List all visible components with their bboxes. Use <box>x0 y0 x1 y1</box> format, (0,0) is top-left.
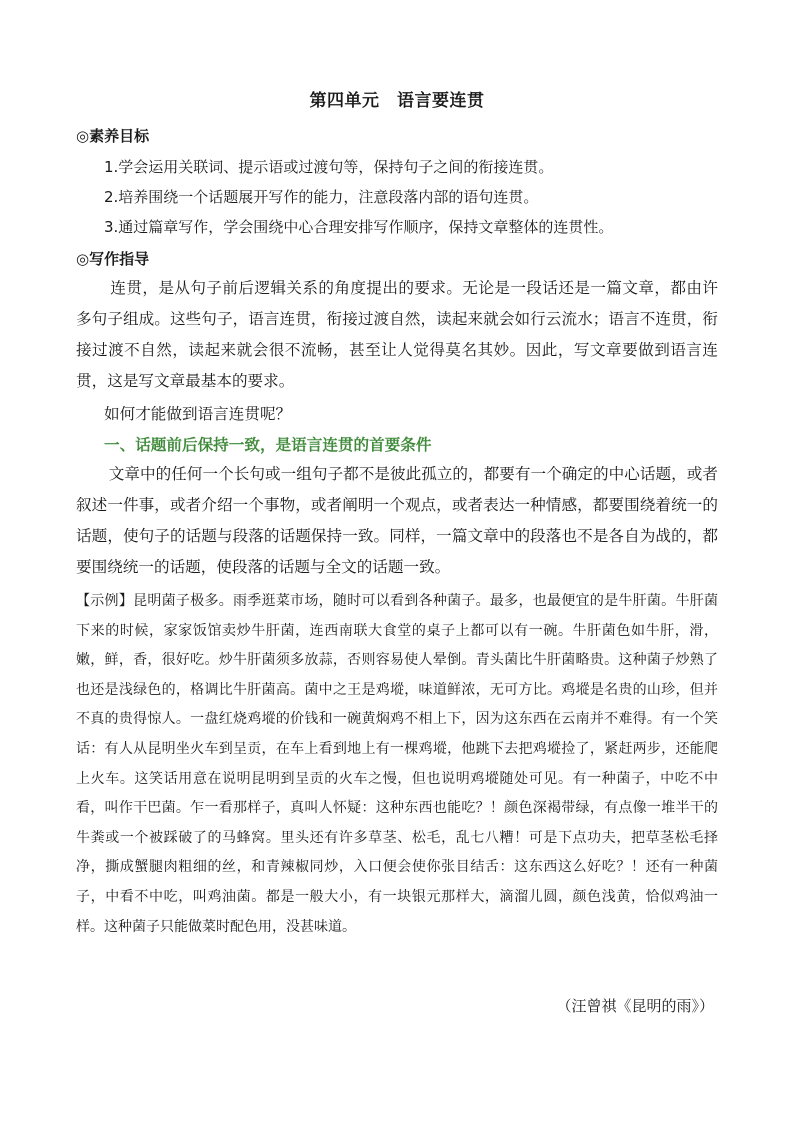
page-title: 第四单元 语言要连贯 <box>309 91 485 111</box>
goal-item-2: 2.培养围绕一个话题展开写作的能力，注意段落内部的语句连贯。 <box>104 188 539 206</box>
document-page <box>76 0 718 1123</box>
guide-heading: ◎写作指导 <box>76 250 150 268</box>
goals-heading: ◎素养目标 <box>76 127 150 145</box>
example-tag: 【示例】 <box>76 593 134 609</box>
source-citation: （汪曾祺《昆明的雨》） <box>556 997 714 1015</box>
topic-paragraph: 文章中的任何一个长句或一组句子都不是彼此孤立的，都要有一个确定的中心话题，或者叙述一件事，或者介绍一个事物，或者阐明一个观点，或者表达一种情感，都要围绕着统一的话题，使句子的话题与段落的话题保持一致。同样，一篇文章中的段落也不是各自为战的，都要围绕统一的话题，使段落的话题与全文的话题一致。 <box>76 465 718 576</box>
subheading-topic-consistency: 一、话题前后保持一致，是语言连贯的首要条件 <box>104 436 432 454</box>
goal-item-1: 1.学会运用关联词、提示语或过渡句等，保持句子之间的衔接连贯。 <box>104 158 554 176</box>
example-text: 昆明菌子极多。雨季逛菜市场，随时可以看到各种菌子。最多，也最便宜的是牛肝菌。牛肝菌下来的时候，家家饭馆卖炒牛肝菌，连西南联大食堂的桌子上都可以有一碗。牛肝菌色如牛肝，滑，嫩，鲜，香，很好吃。炒牛肝菌须多放蒜，否则容易使人晕倒。青头菌比牛肝菌略贵。这种菌子炒熟了也还是浅绿色的，格调比牛肝菌高。菌中之王是鸡㙡，味道鲜浓，无可方比。鸡㙡是名贵的山珍，但并不真的贵得惊人。一盘红烧鸡㙡的价钱和一碗黄焖鸡不相上下，因为这东西在云南并不难得。有一个笑话：有人从昆明坐火车到呈贡，在车上看到地上有一棵鸡㙡，他跳下去把鸡㙡捡了，紧赶两步，还能爬上火车。这笑话用意在说明昆明到呈贡的火车之慢，但也说明鸡㙡随处可见。有一种菌子，中吃不中看，叫作干巴菌。乍一看那样子，真叫人怀疑：这种东西也能吃？！颜色深褐带绿，有点像一堆半干的牛粪或一个被踩破了的马蜂窝。里头还有许多草茎、松毛，乱七八糟！可是下点功夫，把草茎松毛择净，撕成蟹腿肉粗细的丝，和青辣椒同炒，入口便会使你张目结舌：这东西这么好吃？！还有一种菌子，中看不中吃，叫鸡油菌。都是一般大小，有一块银元那样大，滴溜儿圆，颜色浅黄，恰似鸡油一样。这种菌子只能做菜时配色用，没甚味道。 <box>76 593 719 935</box>
question-line: 如何才能做到语言连贯呢？ <box>104 405 292 423</box>
goal-item-3: 3.通过篇章写作，学会围绕中心合理安排写作顺序，保持文章整体的连贯性。 <box>104 218 614 236</box>
intro-paragraph: 连贯，是从句子前后逻辑关系的角度提出的要求。无论是一段话还是一篇文章，都由许多句子组成。这些句子，语言连贯，衔接过渡自然，读起来就会如行云流水；语言不连贯，衔接过渡不自然，读起来就会很不流畅，甚至让人觉得莫名其妙。因此，写文章要做到语言连贯，这是写文章最基本的要求。 <box>76 279 718 390</box>
example-passage <box>76 587 718 942</box>
